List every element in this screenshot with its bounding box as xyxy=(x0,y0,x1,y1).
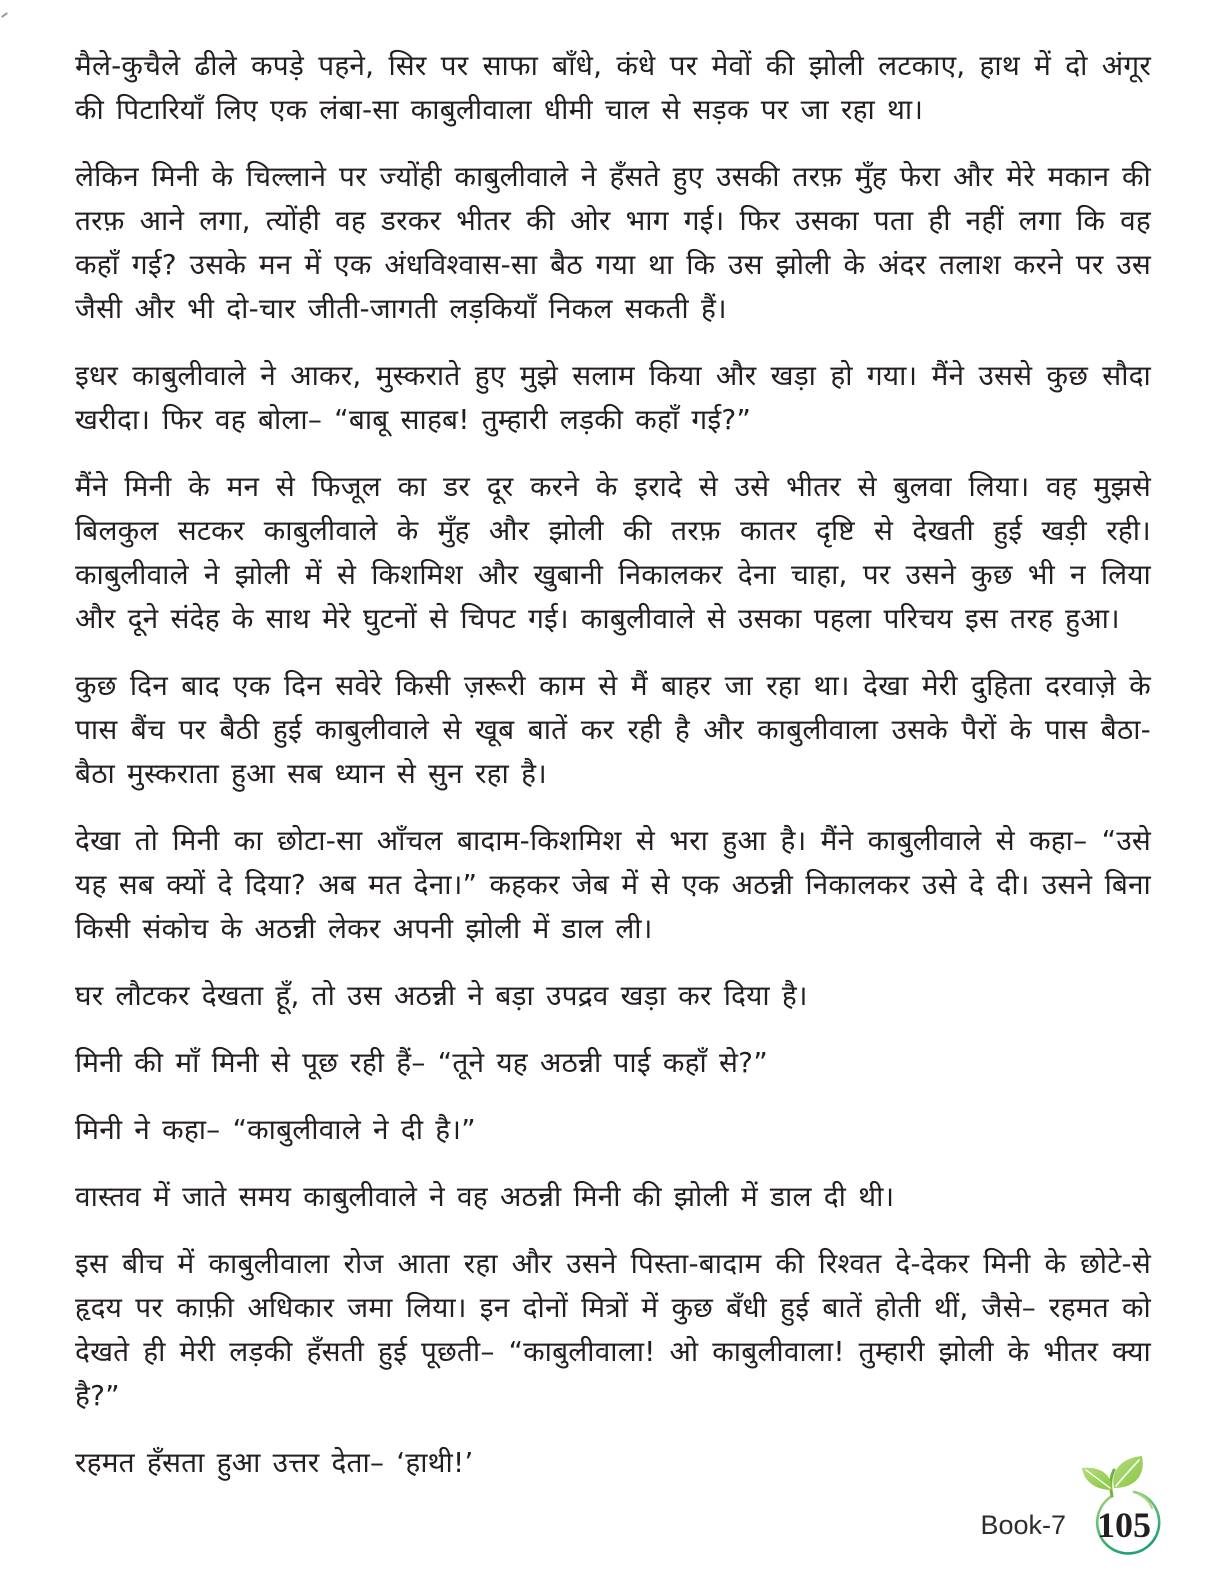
story-paragraph: मैले-कुचैले ढीले कपड़े पहने, सिर पर साफा बाँधे, कंधे पर मेवों की झोली लटकाए, हाथ में दो अंगूर की पिटारियाँ लिए एक लंबा-सा काबुलीवाला धीमी चाल से सड़क पर जा रहा था। xyxy=(75,49,1151,126)
story-paragraph: मिनी की माँ मिनी से पूछ रही हैं– “तूने यह अठन्नी पाई कहाँ से?” xyxy=(75,1046,768,1079)
page-number-badge xyxy=(1076,1456,1172,1566)
story-paragraph: मिनी ने कहा– “काबुलीवाले ने दी है।” xyxy=(75,1113,476,1146)
story-paragraph: कुछ दिन बाद एक दिन सवेरे किसी ज़रूरी काम से मैं बाहर जा रहा था। देखा मेरी दुहिता दरवाज़े के पास बैंच पर बैठी हुई काबुलीवाले से खूब बातें कर रही है और काबुलीवाला उसके पैरों के पास बैठा-बैठा मुस्कराता हुआ सब ध्यान से सुन रहा है। xyxy=(75,669,1151,790)
story-paragraph: घर लौटकर देखता हूँ, तो उस अठन्नी ने बड़ा उपद्रव खड़ा कर दिया है। xyxy=(75,979,808,1012)
book-label: Book-7 xyxy=(980,1509,1066,1540)
story-text-block xyxy=(75,44,1151,1485)
page-footer xyxy=(980,1456,1172,1566)
story-paragraph: इस बीच में काबुलीवाला रोज आता रहा और उसने पिस्ता-बादाम की रिश्वत दे-देकर मिनी के छोटे-से हृदय पर काफ़ी अधिकार जमा लिया। इन दोनों मित्रों में कुछ बँधी हुई बातें होती थीं, जैसे– रहमत को देखते ही मेरी लड़की हँसती हुई पूछती– “काबुलीवाला! ओ काबुलीवाला! तुम्हारी झोली के भीतर क्या है?” xyxy=(75,1247,1151,1412)
page-number: 105 xyxy=(1097,1505,1151,1545)
story-paragraph: इधर काबुलीवाले ने आकर, मुस्कराते हुए मुझे सलाम किया और खड़ा हो गया। मैंने उससे कुछ सौदा खरीदा। फिर वह बोला– “बाबू साहब! तुम्हारी लड़की कहाँ गई?” xyxy=(75,359,1151,436)
story-paragraph: मैंने मिनी के मन से फिजूल का डर दूर करने के इरादे से उसे भीतर से बुलवा लिया। वह मुझसे बिलकुल सटकर काबुलीवाले के मुँह और झोली की तरफ़ कातर दृष्टि से देखती हुई खड़ी रही। काबुलीवाले ने झोली में से किशमिश और खुबानी निकालकर देना चाहा, पर उसने कुछ भी न लिया और दूने संदेह के साथ मेरे घुटनों से चिपट गई। काबुलीवाले से उसका पहला परिचय इस तरह हुआ। xyxy=(75,470,1151,635)
scan-artifact-mark xyxy=(1,12,8,18)
story-paragraph: लेकिन मिनी के चिल्लाने पर ज्योंही काबुलीवाले ने हँसते हुए उसकी तरफ़ मुँह फेरा और मेरे मकान की तरफ़ आने लगा, त्योंही वह डरकर भीतर की ओर भाग गई। फिर उसका पता ही नहीं लगा कि वह कहाँ गई? उसके मन में एक अंधविश्वास-सा बैठ गया था कि उस झोली के अंदर तलाश करने पर उस जैसी और भी दो-चार जीती-जागती लड़कियाँ निकल सकती हैं। xyxy=(75,160,1151,325)
story-paragraph: देखा तो मिनी का छोटा-सा आँचल बादाम-किशमिश से भरा हुआ है। मैंने काबुलीवाले से कहा– “उसे यह सब क्यों दे दिया? अब मत देना।” कहकर जेब में से एक अठन्नी निकालकर उसे दे दी। उसने बिना किसी संकोच के अठन्नी लेकर अपनी झोली में डाल ली। xyxy=(75,824,1151,945)
story-paragraph: वास्तव में जाते समय काबुलीवाले ने वह अठन्नी मिनी की झोली में डाल दी थी। xyxy=(75,1180,895,1213)
story-paragraph: रहमत हँसता हुआ उत्तर देता– ‘हाथी!’ xyxy=(75,1446,474,1479)
